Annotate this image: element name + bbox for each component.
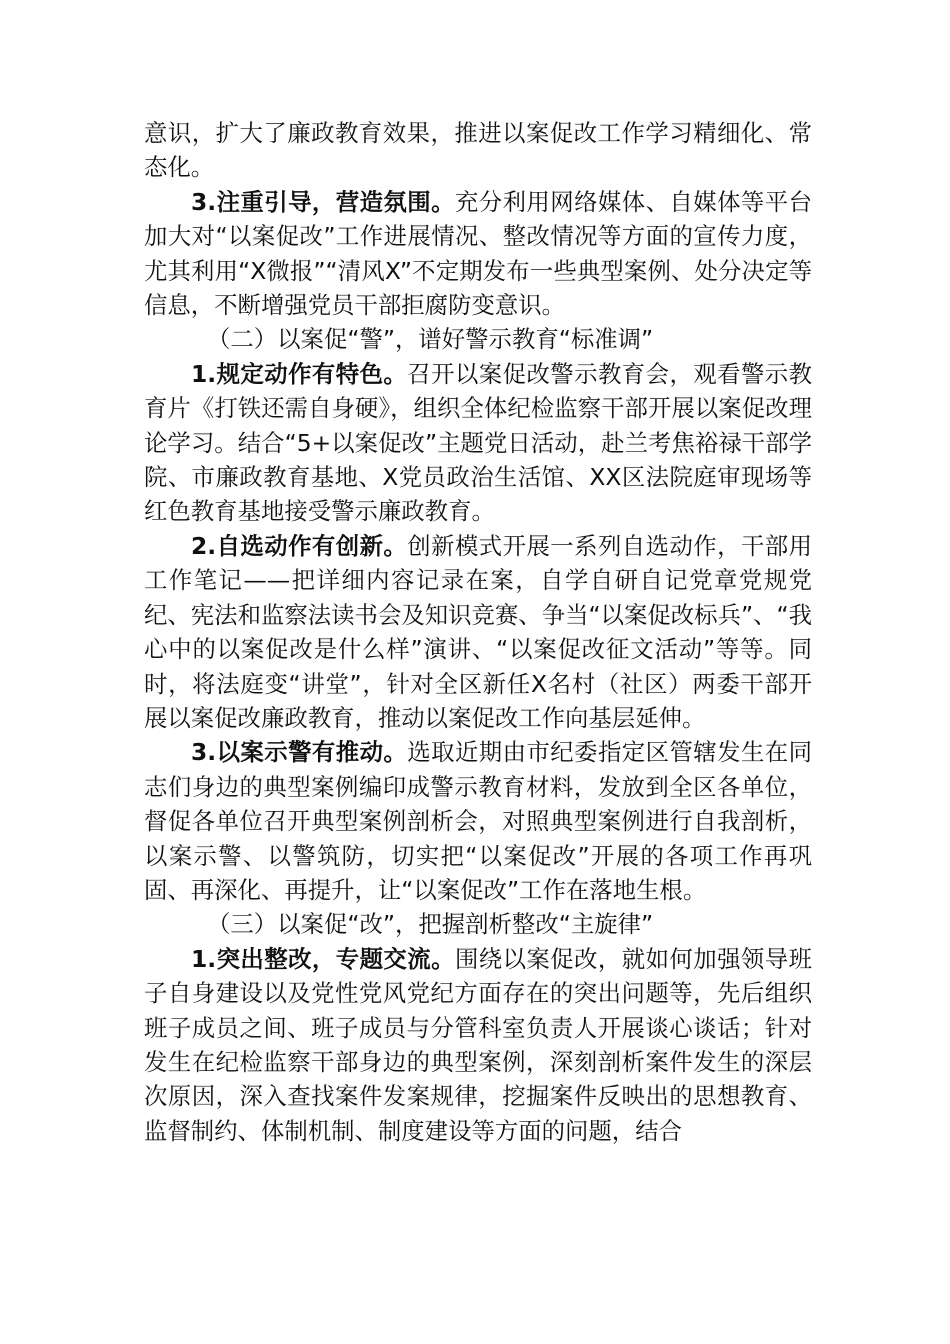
paragraph-optional <box>144 529 812 735</box>
paragraph-lead: 1.规定动作有特色。 <box>191 359 408 388</box>
paragraph-rectification <box>144 942 812 1148</box>
paragraph-text: 围绕以案促改，就如何加强领导班子自身建设以及党性党风党纪方面存在的突出问题等，先后组织班子成员之间、班子成员与分管科室负责人开展谈心谈话；针对发生在纪检监察干部身边的典型案例，深刻剖析案件发生的深层次原因，深入查找案件发案规律，挖掘案件反映出的思想教育、监督制约、体制机制、制度建设等方面的问题，结合 <box>144 944 812 1145</box>
paragraph-text: 召开以案促改警示教育会，观看警示教育片《打铁还需自身硬》，组织全体纪检监察干部开展以案促改理论学习。结合“5+以案促改”主题党日活动，赴兰考焦裕禄干部学院、市廉政教育基地、X党员政治生活馆、XX区法院庭审现场等红色教育基地接受警示廉政教育。 <box>144 359 813 526</box>
paragraph-lead: 3.注重引导，营造氛围。 <box>191 187 455 216</box>
paragraph-warning <box>144 735 812 907</box>
paragraph-guidance <box>144 185 812 323</box>
paragraph-lead: 1.突出整改，专题交流。 <box>191 944 455 973</box>
paragraph-text: 创新模式开展一系列自选动作，干部用工作笔记——把详细内容记录在案，自学自研自记党章党规党纪、宪法和监察法读书会及知识竞赛、争当“以案促改标兵”、“我心中的以案促改是什么样”演讲、“以案促改征文活动”等等。同时，将法庭变“讲堂”，针对全区新任X名村（社区）两委干部开展以案促改廉政教育，推动以案促改工作向基层延伸。 <box>144 531 813 732</box>
document-body <box>144 116 812 1148</box>
paragraph-text: 意识，扩大了廉政教育效果，推进以案促改工作学习精细化、常态化。 <box>144 119 812 182</box>
paragraph-lead: 2.自选动作有创新。 <box>191 531 408 560</box>
paragraph-continued <box>144 116 812 185</box>
section-heading-3: （三）以案促“改”，把握剖析整改“主旋律” <box>207 910 654 939</box>
paragraph-prescribed <box>144 357 812 529</box>
paragraph-lead: 3.以案示警有推动。 <box>191 738 408 767</box>
section-heading-2: （二）以案促“警”，谱好警示教育“标准调” <box>207 325 654 354</box>
paragraph-text: 充分利用网络媒体、自媒体等平台加大对“以案促改”工作进展情况、整改情况等方面的宣传力度，尤其利用“X微报”“清风X”不定期发布一些典型案例、处分决定等信息，不断增强党员干部拒腐防变意识。 <box>144 187 812 320</box>
paragraph-text: 选取近期由市纪委指定区管辖发生在同志们身边的典型案例编印成警示教育材料，发放到全区各单位，督促各单位召开典型案例剖析会，对照典型案例进行自我剖析，以案示警、以警筑防，切实把“以案促改”开展的各项工作再巩固、再深化、再提升，让“以案促改”工作在落地生根。 <box>144 738 813 904</box>
